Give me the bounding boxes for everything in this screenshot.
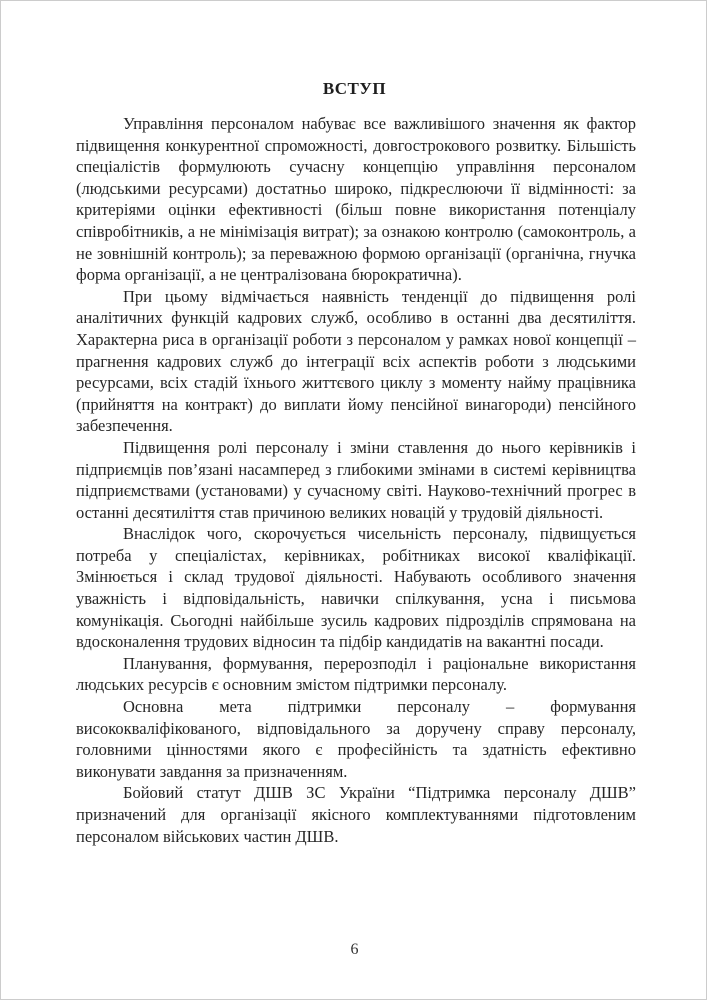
paragraph-2: При цьому відмічається наявність тенденції до підвищення ролі аналітичних функцій кадрових служб, особливо в останні два десятиліття. Характерна риса в організації роботи з персоналом у рамках нової концепції – прагнення кадрових служб до інтеграції всіх аспектів роботи з людськими ресурсами, всіх стадій їхнього життєвого циклу з моменту найму працівника (прийняття на контракт) до виплати йому пенсійної винагороди) пенсійного забезпечення. <box>76 286 636 436</box>
paragraph-6: Основна мета підтримки персоналу – формування висококваліфікованого, відповідального за доручену справу персоналу, головними цінностями якого є професійність та здатність ефективно виконувати завдання за призначенням. <box>76 697 636 781</box>
paragraph-5: Планування, формування, перерозподіл і раціональне використання людських ресурсів є основним змістом підтримки персоналу. <box>76 653 636 695</box>
page-title: ВСТУП <box>322 79 387 98</box>
document-page <box>1 1 707 1001</box>
paragraph-7: Бойовий статут ДШВ ЗС України “Підтримка персоналу ДШВ” призначений для організації якісного комплектуваннями підготовленим персоналом військових частин ДШВ. <box>76 783 636 846</box>
page-number: 6 <box>350 941 359 958</box>
document-body <box>76 113 636 847</box>
paragraph-3: Підвищення ролі персоналу і зміни ставлення до нього керівників і підприємців пов’язані насамперед з глибокими змінами в системі керівництва підприємствами (установами) у сучасному світі. Науково-технічний прогрес в останні десятиліття став причиною великих новацій у трудовій діяльності. <box>76 437 636 522</box>
paragraph-1: Управління персоналом набуває все важливішого значення як фактор підвищення конкурентної спроможності, довгострокового розвитку. Більшість спеціалістів формулюють сучасну концепцію управління персоналом (людськими ресурсами) достатньо широко, підкреслюючи її відмінності: за критеріями оцінки ефективності (більш повне використання потенціалу співробітників, а не мінімізація витрат); за ознакою контролю (самоконтроль, а не зовнішній контроль); за переважною формою організації (органічна, гнучка форма організації, а не централізована бюрократична). <box>76 114 636 285</box>
paragraph-4: Внаслідок чого, скорочується чисельність персоналу, підвищується потреба у спеціалістах, керівниках, робітниках високої кваліфікації. Змінюється і склад трудової діяльності. Набувають особливого значення уважність і відповідальність, навички спілкування, усна і письмова комунікація. Сьогодні найбільше зусиль кадрових підрозділів спрямована на вдосконалення трудових відносин та підбір кандидатів на вакантні посади. <box>76 524 636 652</box>
